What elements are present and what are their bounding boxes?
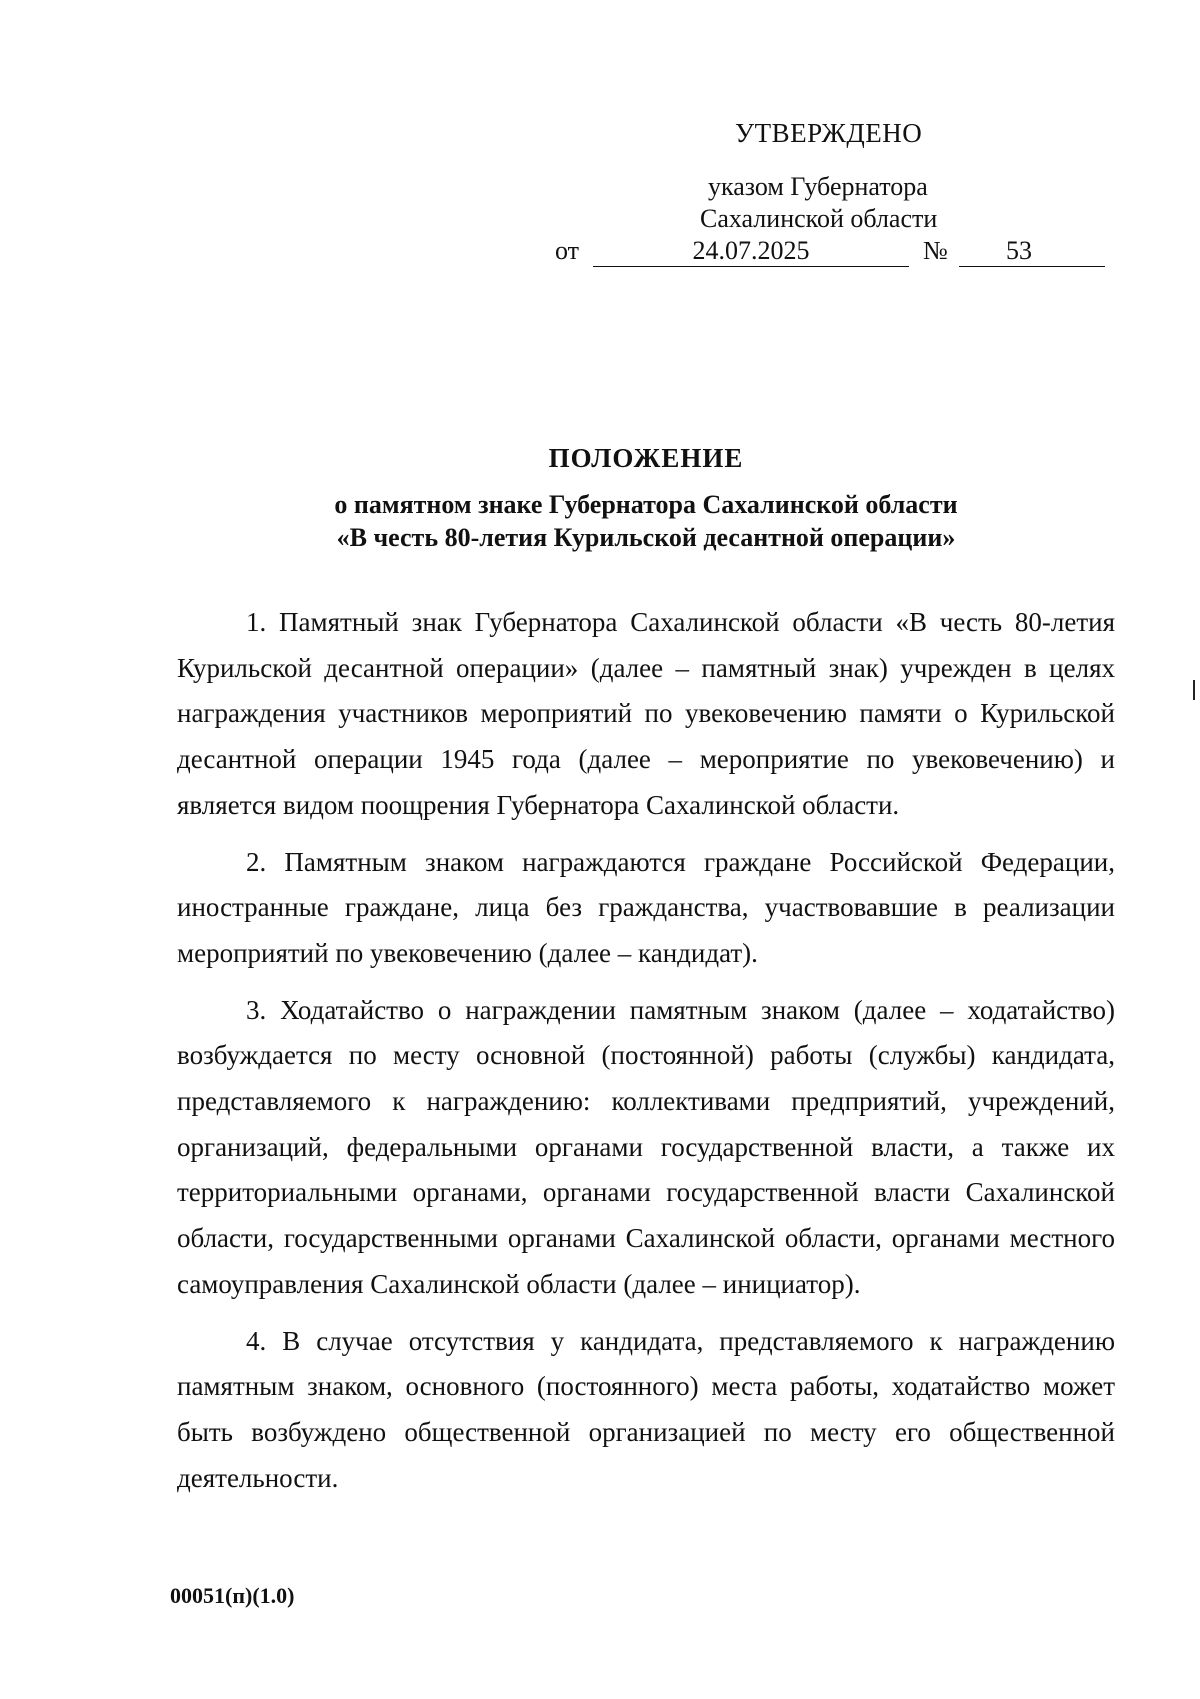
decree-date: 24.07.2025 [593,236,909,267]
decree-number: 53 [1006,236,1032,265]
document-body [177,600,1115,1512]
paragraph-2: 2. Памятным знаком награждаются граждане Российской Федерации, иностранные граждане, лица без гражданства, участвовавшие в реализации мероприятий по увековечению (далее – кандидат). [177,846,1115,968]
from-label: от [555,236,580,265]
approval-title: УТВЕРЖДЕНО [735,118,923,148]
document-subtitle-line1: о памятном знаке Губернатора Сахалинской области [334,490,958,519]
document-subtitle-line2: «В честь 80-летия Курильской десантной операции» [336,523,956,552]
paragraph-4: 4. В случае отсутствия у кандидата, представляемого к награждению памятным знаком, основного (постоянного) места работы, ходатайство может быть возбуждено общественной организацией по месту его общественной деятельности. [177,1325,1115,1493]
paragraph-3: 3. Ходатайство о награждении памятным знаком (далее – ходатайство) возбуждается по месту основной (постоянной) работы (службы) кандидата, представляемого к награждению: коллективами предприятий, учреждений, организаций, федеральными органами государственной власти, а также их территориальными органами, органами государственной власти Сахалинской области, государственными органами Сахалинской области, органами местного самоуправления Сахалинской области (далее – инициатор). [177,994,1115,1299]
footer-code: 00051(п)(1.0) [170,1583,295,1608]
margin-mark [1193,680,1195,700]
decree-number-field [959,236,1105,267]
number-label: № [923,236,948,265]
approval-region-line: Сахалинской области [700,204,938,233]
document-title: ПОЛОЖЕНИЕ [548,443,744,473]
approval-decree-line: указом Губернатора [708,172,928,201]
paragraph-1: 1. Памятный знак Губернатора Сахалинской области «В честь 80-летия Курильской десантной операции» (далее – памятный знак) учрежден в целях награждения участников мероприятий по увековечению памяти о Курильской десантной операции 1945 года (далее – мероприятие по увековечению) и является видом поощрения Губернатора Сахалинской области. [177,607,1115,820]
